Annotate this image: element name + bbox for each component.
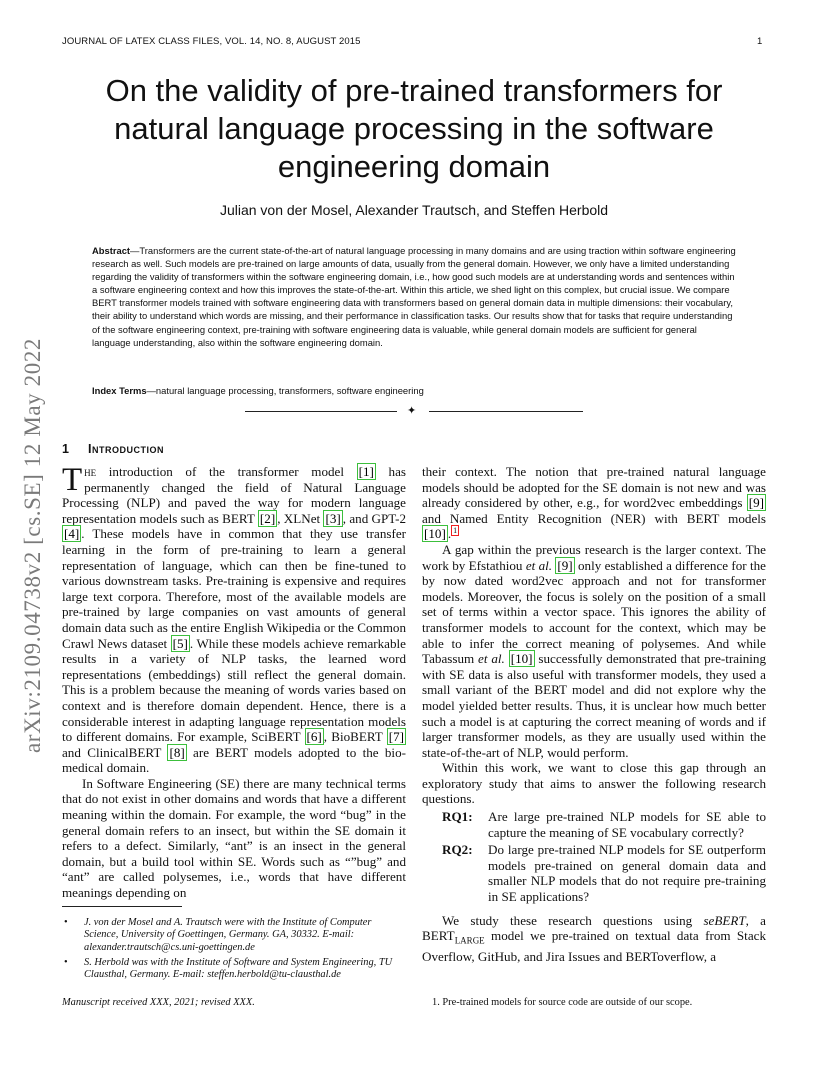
abstract-text: —Transformers are the current state-of-the-art of natural language processing in many domains and are using traction within software engineering research as well. Such models are pre-trained on large amounts of data, usually from the general domain. However, we only have a limited understanding regarding the validity of transformers within the software engineering domain, i.e., how good such models are at understanding words and sentences within a software engineering context and how this improves the state-of-the-art. Within this article, we shed light on this complex, but crucial issue. We compare BERT transformer models trained with software engineering data with transformers based on general domain data in multiple dimensions: their vocabulary, their ability to understand which words are missing, and their performance in classification tasks. Our results show that for tasks that require understanding of the software engineering context, pre-training with software engineering data is valuable, while general domain models are sufficient for general language understanding, also within the software engineering domain. <box>92 245 736 348</box>
citation-link[interactable]: [1] <box>358 464 374 479</box>
abstract <box>92 244 738 349</box>
right-paragraph-2: A gap within the previous research is the larger context. The work by Efstathiou et al. [9] only established a difference for the by now dated word2vec approach and not for transformer models. Moreover, the focus is solely on the position of a small set of terms within a vector space. This ignores the ability of transformer models to account for the context, which may be able to infer the correct meaning of polysemes. And while Tabassum et al. [10] successfully demonstrated that pre-training with SE data is also useful with transformer models, they used a small variant of the BERT model and did not explore why the model yielded better results. Thus, it is unclear how much better such a model is at capturing the correct meaning of words and if larger transformer models, as they are usually used within the state-of-the-art of NLP, would perform. <box>422 541 766 760</box>
citation-link[interactable]: [10] <box>424 526 446 542</box>
paper-title: On the validity of pre-trained transformers for natural language processing in the software engineering domain <box>105 73 723 184</box>
bullet-icon: • <box>64 956 68 968</box>
arxiv-identifier: arXiv:2109.04738v2 [cs.SE] 12 May 2022 <box>20 337 45 753</box>
footnote-item: • S. Herbold was with the Institute of Software and System Engineering, TU Clausthal, Germany. E-mail: steffen.herbold@tu-clausthal.de <box>64 956 393 981</box>
arxiv-side-stamp <box>20 283 52 753</box>
footnote-1: 1. Pre-trained models for source code are outside of our scope. <box>432 997 693 1008</box>
intro-paragraph-2: In Software Engineering (SE) there are many technical terms that do not exist in other domains and words that have a different meaning within the domain. For example, the word “bug” in the general domain refers to an insect, but within the SE domain it refers to a defect. Similarly, “ant” is an insect in the general domain, but a build tool within SE. Words such as “”bug” and “ant” are called polysemes, i.e., words that have different meanings depending on <box>62 775 406 901</box>
research-question-1: RQ1: Are large pre-trained NLP models for SE able to capture the meaning of SE vocabulary correctly? <box>442 809 766 840</box>
divider-line-right <box>429 411 583 412</box>
divider-diamond-icon: ✦ <box>407 405 417 417</box>
bullet-icon: • <box>64 917 68 928</box>
research-question-2: RQ2: Do large pre-trained NLP models for SE outperform models pre-trained on general domain data and smaller NLP models that do not require pre-training in SE applications? <box>442 842 766 905</box>
abstract-label: Abstract <box>92 245 131 256</box>
section-number: 1 <box>62 442 69 456</box>
citation-link[interactable]: [8] <box>169 744 185 760</box>
section-divider <box>245 405 583 417</box>
citation-link[interactable]: [10] <box>510 651 533 667</box>
right-paragraph-3: Within this work, we want to close this gap through an exploratory study that aims to answer the following research questions. <box>422 760 766 807</box>
index-terms-text: —natural language processing, transformers, software engineering <box>146 385 424 396</box>
rq1-label: RQ1: <box>442 809 473 825</box>
divider-line-left <box>245 411 397 412</box>
footnote-rule <box>62 906 182 907</box>
rq2-label: RQ2: <box>442 842 473 858</box>
right-column <box>422 464 766 965</box>
citation-link[interactable]: [5] <box>172 635 188 651</box>
citation-link[interactable]: [3] <box>325 510 341 526</box>
citation-link[interactable]: [6] <box>306 729 322 745</box>
right-paragraph-1: their context. The notion that pre-trained natural language models should be adopted for the SE domain is not new and was already considered by other, e.g., for word2vec embeddings [9] and Named Entity Recognition (NER) with BERT models [10] . $^1$ <box>422 464 766 542</box>
left-column <box>62 464 406 901</box>
footnote-link[interactable]: 1 <box>453 526 458 536</box>
citation-link[interactable]: [4] <box>64 526 80 542</box>
page-number: 1 <box>757 36 763 47</box>
author-footnotes <box>62 917 408 984</box>
intro-paragraph-1: The introduction of the transformer model [1] has permanently changed the field of Natural Language Processing (NLP) and paved the way for modern language representation models such as BERT [2] , XLNet [3] , and GPT-2 [4] . These models have in common that they use transfer learning in the form of pre-training to learn a general representation of language, which can then be fine-tuned to various downstream tasks. Pre-training is expensive and requires large text corpora. Therefore, most of the available models are pre-trained by large companies on vast amounts of general domain data such as the entire English Wikipedia or the Common Crawl News dataset [5] . While these models achieve remarkable results in a variety of NLP tasks, the learned word representations (embeddings) still reflect the general domain. This is a problem because the meaning of words varies based on context and is therefore domain dependent. Hence, there is a considerable interest in adapting language representation models to different domains. For example, SciBERT [6] , BioBERT [7] and ClinicalBERT [8] are BERT models adopted to the bio-medical domain. <box>62 462 406 776</box>
running-header: JOURNAL OF LATEX CLASS FILES, VOL. 14, NO. 8, AUGUST 2015 <box>62 36 361 47</box>
section-title: Introduction <box>88 442 164 456</box>
index-terms <box>92 385 738 396</box>
right-paragraph-4: We study these research questions using seBERT, a $BERT_{LARGE}$ model we pre-trained on textual data from Stack Overflow, GitHub, and Jira Issues and BERToverflow, a <box>422 912 766 965</box>
citation-link[interactable]: [2] <box>259 510 276 526</box>
citation-link[interactable]: [7] <box>388 729 404 745</box>
citation-link[interactable]: [9] <box>748 495 764 511</box>
section-heading <box>62 442 164 456</box>
index-terms-label: Index Terms <box>92 385 147 396</box>
drop-cap: T <box>62 462 83 498</box>
manuscript-note: Manuscript received XXX, 2021; revised XXX. <box>62 997 255 1008</box>
footnote-item: • J. von der Mosel and A. Trautsch were with the Institute of Computer Science, University of Goettingen, Germany. GA, 30332. E-mail: alexander.trautsch@cs.uni-goettingen.de <box>64 917 372 953</box>
author-list: Julian von der Mosel, Alexander Trautsch, and Steffen Herbold <box>219 202 609 218</box>
citation-link[interactable]: [9] <box>557 557 573 573</box>
